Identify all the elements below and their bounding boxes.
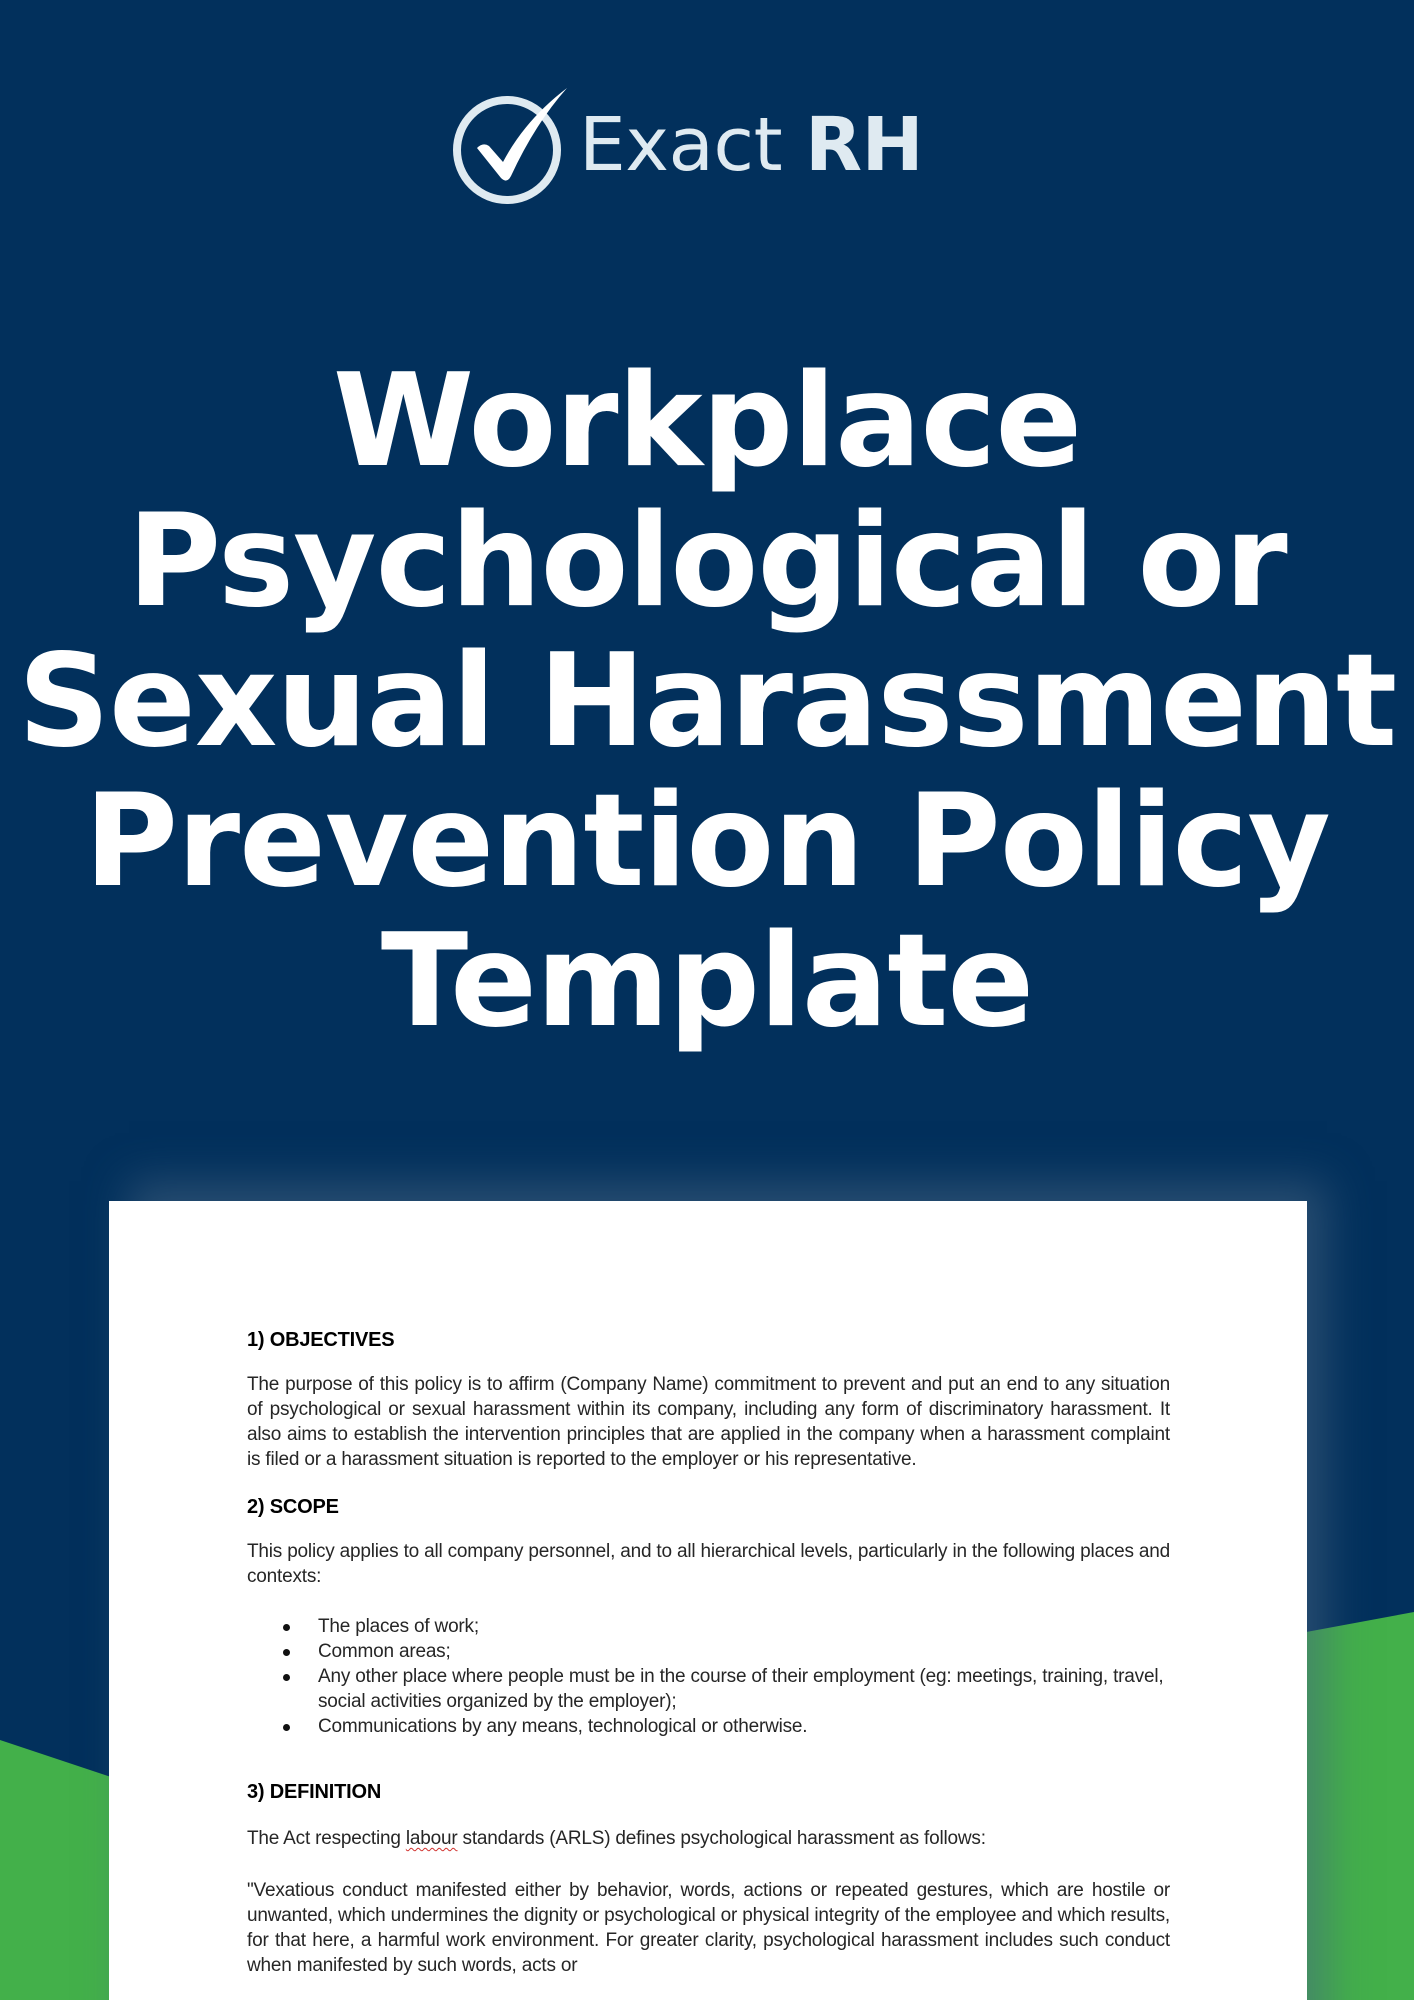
scope-list	[283, 1614, 1170, 1739]
list-item: Common areas;	[283, 1639, 1170, 1664]
section-heading: 3) DEFINITION	[247, 1781, 382, 1803]
section-paragraph	[247, 1826, 1170, 1851]
section-paragraph: The purpose of this policy is to affirm (Company Name) commitment to prevent and put an end to any situation of psychological or sexual harassment within its company, including any form of discriminatory harassment. It also aims to establish the intervention principles that are applied in the company when a harassment complaint is filed or a harassment situation is reported to the employer or his representative.	[247, 1374, 1170, 1470]
list-item: Any other place where people must be in the course of their employment (eg: meetings, training, travel, social activities organized by the employer);	[283, 1664, 1170, 1714]
section-definition	[247, 1781, 1170, 1978]
page-title	[0, 347, 1414, 1056]
title-line: Template	[380, 907, 1034, 1056]
definition-quote: "Vexatious conduct manifested either by behavior, words, actions or repeated gestures, which are hostile or unwanted, which undermines the dignity or psychological or physical integrity of the employee and which results, for that here, a harmful work environment. For greater clarity, psychological harassment includes such conduct when manifested by such words, acts or	[247, 1880, 1170, 1976]
section-scope	[247, 1496, 1170, 1739]
section-paragraph: This policy applies to all company personnel, and to all hierarchical levels, particularly in the following places and contexts:	[247, 1541, 1170, 1587]
title-line: Sexual Harassment	[17, 627, 1397, 776]
section-heading: 1) OBJECTIVES	[247, 1329, 395, 1351]
brand-name-regular: Exact	[579, 102, 806, 188]
brand-name-bold: RH	[805, 102, 924, 188]
misspelled-word: labour	[405, 1828, 458, 1849]
section-heading: 2) SCOPE	[247, 1496, 339, 1518]
section-objectives	[247, 1329, 1170, 1472]
brand-logo	[453, 84, 923, 206]
intro-text: The Act respecting	[247, 1828, 406, 1849]
title-line: Workplace	[332, 347, 1082, 496]
brand-name	[579, 102, 924, 188]
title-line: Psychological or	[127, 487, 1287, 636]
document-preview	[109, 1201, 1307, 2000]
list-item: The places of work;	[283, 1614, 1170, 1639]
list-item: Communications by any means, technological or otherwise.	[283, 1714, 1170, 1739]
check-circle-icon	[453, 84, 571, 206]
title-line: Prevention Policy	[84, 767, 1330, 916]
intro-text: standards (ARLS) defines psychological harassment as follows:	[457, 1828, 986, 1849]
